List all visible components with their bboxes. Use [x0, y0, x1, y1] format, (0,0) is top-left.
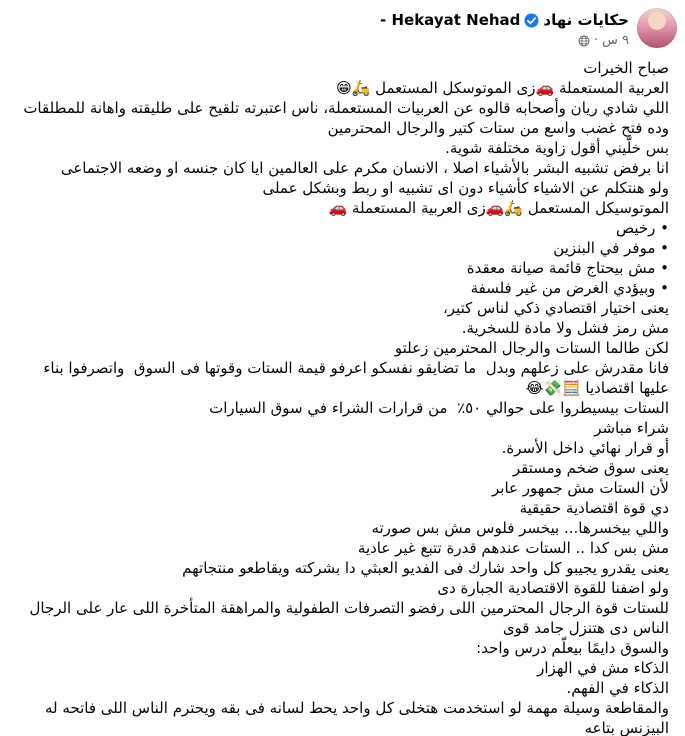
post-text-line: انا برفض تشبيه البشر بالأشياء اصلا ، الانسان مكرم على العالمين ايا كان جنسه او وضعه الاجتماعى	[60, 159, 669, 177]
post-text-line: شراء مباشر	[594, 419, 669, 437]
avatar[interactable]	[637, 8, 677, 48]
post-text-line: ولو هنتكلم عن الاشياء كأشياء دون اى تشبيه او ربط وبشكل عملى	[262, 179, 669, 197]
post-text-line: واللي بيخسرها... بيخسر فلوس مش بس صورته	[371, 519, 669, 537]
meta-separator: ·	[593, 33, 598, 48]
verified-badge-icon	[524, 13, 539, 28]
post-text-line: وده فتح غضب واسع من ستات كتير والرجال المحترمين	[327, 119, 669, 137]
post-text-line: يعنى سوق ضخم ومستقر	[512, 459, 669, 477]
post-text-line: • وبيؤدي الغرض من غير فلسفة	[470, 279, 669, 297]
post-text-line: بس خلّيني أقول زاوية مختلفة شوية.	[445, 139, 669, 157]
post-text-line: • مش بيحتاج قائمة صيانة معقدة	[466, 259, 669, 277]
post-text-line: والمقاطعة وسيلة مهمة لو استخدمت هتخلى كل واحد يحط لسانه فى بقه ويحترم الناس اللى فاتحه له البيزنس بتاعه	[40, 699, 669, 736]
globe-icon	[578, 35, 590, 47]
post-text-line: الذكاء في الفهم.	[566, 679, 669, 697]
post-text-line: الذكاء مش في الهزار	[537, 659, 669, 677]
timestamp[interactable]: ٩ س	[602, 33, 629, 48]
post-text-line: • رخيص	[615, 219, 669, 237]
profile-name-arabic[interactable]: حكايات نهاد	[543, 11, 629, 29]
profile-name[interactable]	[380, 11, 629, 30]
post-text-line: فانا مقدرش على زعلهم وبدل ما تضايقو نفسكو اعرفو قيمة الستات وقوتها فى السوق واتصرفوا بناء عليها اقتصاديا 🧮💸😂	[38, 359, 669, 397]
post-text-line: دي قوة اقتصادية حقيقية	[519, 499, 669, 517]
post-header-meta	[380, 8, 629, 49]
post-text-line: صباح الخيرات	[583, 59, 669, 77]
post-header	[0, 0, 685, 51]
post-text-line: مش رمز فشل ولا مادة للسخرية.	[461, 319, 669, 337]
post-text-line: اللي شادي ريان وأصحابه قالوه عن العربيات المستعملة، ناس اعتبرته تلقيح على طليقته واهانة للمطلقات	[23, 99, 669, 117]
post-text-line: أو قرار نهائي داخل الأسرة.	[501, 439, 669, 457]
post-text-line: لأن الستات مش جمهور عابر	[492, 479, 669, 497]
post-text-line: الستات بيسيطروا على حوالي ٥٠٪ من قرارات الشراء في سوق السيارات	[209, 399, 669, 417]
post-text-line: الناس دى هتنزل جامد قوى	[502, 619, 669, 637]
profile-name-latin[interactable]: - Hekayat Nehad	[380, 11, 521, 29]
post-text-line: للستات قوة الرجال المحترمين اللى رفضو التصرفات الطفولية والمراهقة المتأخرة اللى عار على الرجال	[29, 599, 669, 617]
post-text-line: يعنى يقدرو يجيبو كل واحد شارك فى الفديو العبثي دا بشركته ويقاطعو منتجاتهم	[182, 559, 669, 577]
post-text-line: والسوق دايمًا بيعلّم درس واحد:	[476, 639, 669, 657]
post-text-line: الموتوسيكل المستعمل 🛵🚗زى العربية المستعملة 🚗	[328, 199, 669, 217]
post-text-line: العربية المستعملة 🚗زى الموتوسكل المستعمل 🛵😁	[336, 79, 669, 97]
post-text-line: يعنى اختيار اقتصادي ذكي لناس كتير،	[442, 299, 669, 317]
post-text	[0, 51, 685, 736]
post-meta-row	[380, 33, 629, 49]
post-text-line: مش بس كدا .. الستات عندهم قدرة تتبع غير عادية	[357, 539, 669, 557]
post-text-line: ولو اضفنا للقوة الاقتصادية الجبارة دى	[437, 579, 669, 597]
post-text-line: لكن طالما الستات والرجال المحترمين زعلتو	[394, 339, 669, 357]
post-text-line: • موفر في البنزين	[553, 239, 669, 257]
